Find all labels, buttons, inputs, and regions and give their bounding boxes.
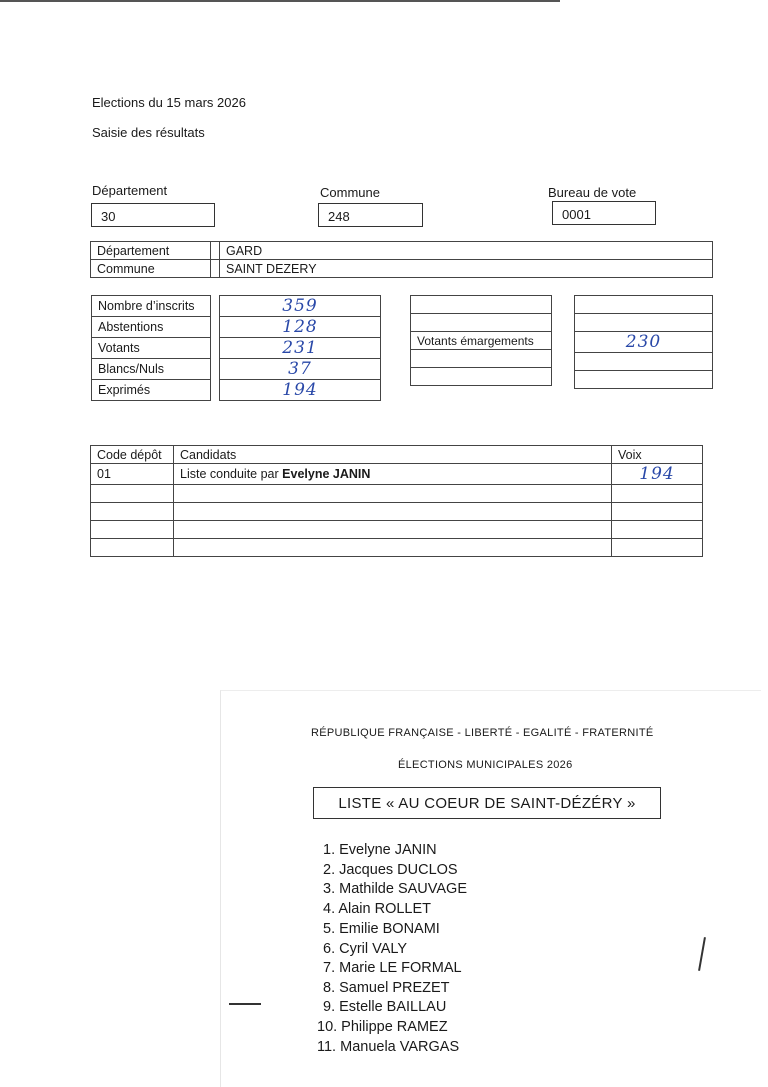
ballot-republic-header: RÉPUBLIQUE FRANÇAISE - LIBERTÉ - EGALITÉ - FRATERNITÉ [311,727,654,739]
candidate-item: 9. Estelle BAILLAU [323,999,447,1015]
stat-handwritten-value: 359 [282,296,318,316]
stat-handwritten-value: 37 [288,359,312,379]
candidate-item: 6. Cyril VALY [323,941,408,957]
result-candidat: Liste conduite par Evelyne JANIN [174,464,612,485]
stat-handwritten-value: 231 [282,338,318,358]
location-table [90,241,713,278]
stat-label: Exprimés [92,380,211,401]
commune-label: Commune [320,185,380,200]
results-empty-row [91,485,703,503]
result-code: 01 [91,464,174,485]
header-code: Code dépôt [91,446,174,464]
candidate-item: 8. Samuel PREZET [323,980,450,996]
result-voix-cell[interactable] [612,464,703,485]
candidate-item: 11. Manuela VARGAS [317,1039,460,1055]
stat-value-cell[interactable] [220,359,381,380]
departement-field[interactable]: 30 [91,203,215,227]
commune-field[interactable]: 248 [318,203,423,227]
candidate-item: 5. Emilie BONAMI [323,921,440,937]
location-row-commune [91,260,713,278]
stat-label: Votants [92,338,211,359]
results-empty-row [91,503,703,521]
location-departement-value: GARD [220,242,713,260]
candidate-item: 3. Mathilde SAUVAGE [323,881,467,897]
page-subtitle: Saisie des résultats [92,125,205,140]
results-table [90,445,703,557]
stat-value-cell[interactable] [220,317,381,338]
stat-label: Blancs/Nuls [92,359,211,380]
header-candidats: Candidats [174,446,612,464]
results-header-row [91,446,703,464]
location-commune-value: SAINT DEZERY [220,260,713,278]
stats-row [92,317,381,338]
stat-label: Nombre d’inscrits [92,296,211,317]
ballot-sheet [220,690,761,1087]
departement-label: Département [92,183,168,198]
pen-mark [229,1003,261,1005]
ballot-list-title: LISTE « AU COEUR DE SAINT-DÉZÉRY » [313,787,661,819]
ballot-election-title: ÉLECTIONS MUNICIPALES 2026 [398,759,573,771]
result-leader: Evelyne JANIN [282,467,371,481]
results-empty-row [91,539,703,557]
bureau-field[interactable]: 0001 [552,201,656,225]
location-row-departement [91,242,713,260]
scan-edge-line [0,0,560,2]
emargements-table [410,295,552,386]
candidate-item: 10. Philippe RAMEZ [317,1019,448,1035]
candidate-item: 4. Alain ROLLET [323,901,431,917]
emargements-handwritten-value: 230 [625,332,662,352]
results-row [91,464,703,485]
stats-table [91,295,381,401]
stats-row [92,296,381,317]
stats-row [92,359,381,380]
stats-row [92,338,381,359]
bureau-label: Bureau de vote [548,185,637,200]
header-voix: Voix [612,446,703,464]
candidate-item: 2. Jacques DUCLOS [323,862,458,878]
emargements-label: Votants émargements [411,332,552,350]
candidate-item: 7. Marie LE FORMAL [323,960,462,976]
result-voix-handwritten: 194 [639,464,675,484]
emargements-value-cell[interactable] [575,332,713,353]
location-departement-label: Département [91,242,211,260]
page-title: Elections du 15 mars 2026 [92,95,246,110]
stat-value-cell[interactable] [220,338,381,359]
emargements-value-table [574,295,713,389]
candidate-item: 1. Evelyne JANIN [323,842,437,858]
stat-handwritten-value: 194 [282,380,318,400]
stat-value-cell[interactable] [220,296,381,317]
stats-row [92,380,381,401]
location-commune-label: Commune [91,260,211,278]
stat-value-cell[interactable] [220,380,381,401]
results-empty-row [91,521,703,539]
pen-mark [698,937,706,971]
stat-label: Abstentions [92,317,211,338]
stat-handwritten-value: 128 [282,317,318,337]
